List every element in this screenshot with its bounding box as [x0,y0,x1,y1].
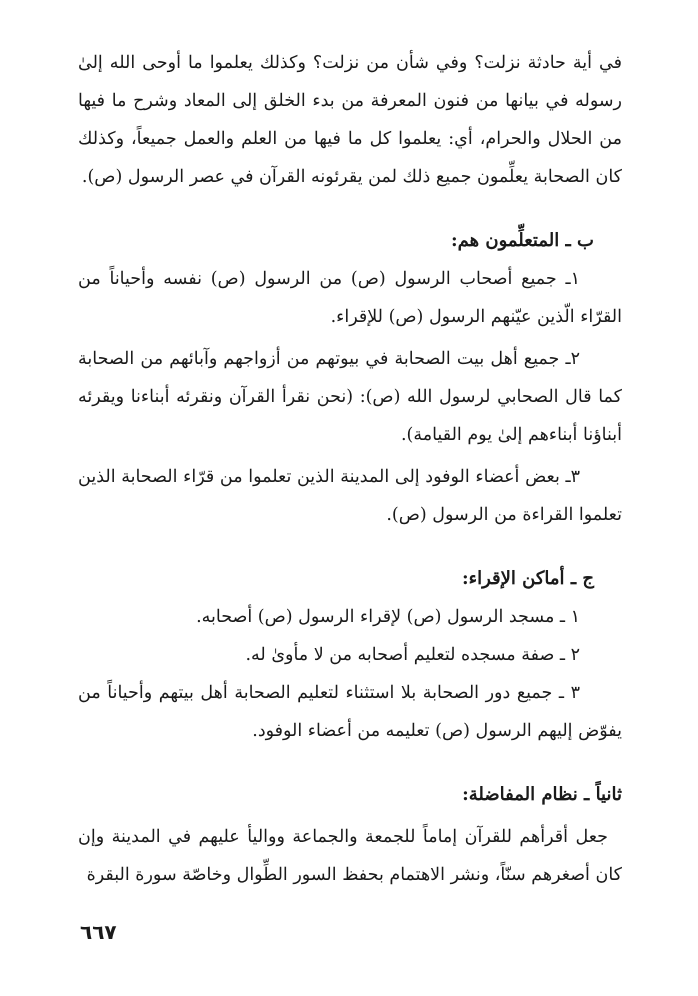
section-2-heading: ثانياً ـ نظام المفاضلة: [462,784,622,805]
spacer [78,196,622,222]
section-b-item-3: ٣ـ بعض أعضاء الوفود إلى المدينة الذين تعلموا من قرّاء الصحابة الذين تعلموا القراءة من الرسول (ص). [78,467,622,525]
section-c-item-1: ١ ـ مسجد الرسول (ص) لإقراء الرسول (ص) أصحابه. [196,607,580,627]
section-c-item-3: ٣ ـ جميع دور الصحابة بلا استثناء لتعليم الصحابة أهل بيتهم وأحياناً من يفوّض إليهم الرسول (ص) تعليمه من أعضاء الوفود. [78,683,622,741]
intro-paragraph: في أية حادثة نزلت؟ وفي شأن من نزلت؟ وكذلك يعلموا ما أوحى الله إلىٰ رسوله في بيانها من فنون المعرفة من بدء الخلق إلى المعاد وشرح ما فيها من الحلال والحرام، أي: يعلموا كل ما فيها من العلم والعمل جميعاً، وكذلك كان الصحابة يعلِّمون جميع ذلك لمن يقرئونه القرآن في عصر الرسول (ص). [78,53,622,187]
page-number: ٦٦٧ [80,920,117,944]
spacer [78,750,622,776]
section-c-item-2: ٢ ـ صفة مسجده لتعليم أصحابه من لا مأوىٰ له. [245,645,580,665]
section-c-heading: ج ـ أماكن الإقراء: [461,568,594,589]
page-body [78,44,622,894]
section-2-paragraph: جعل أقرأهم للقرآن إماماً للجمعة والجماعة وواليأ عليهم في المدينة وإن كان أصغرهم سنّاً، ونشر الاهتمام بحفظ السور الطِّوال وخاصّة سورة البقرة [78,827,622,885]
section-b-item-1: ١ـ جميع أصحاب الرسول (ص) من الرسول (ص) نفسه وأحياناً من القرّاء الّذين عيّنهم الرسول (ص) للإقراء. [78,269,622,327]
section-b-item-2: ٢ـ جميع أهل بيت الصحابة في بيوتهم من أزواجهم وآبائهم من الصحابة كما قال الصحابي لرسول الله (ص): (نحن نقرأ القرآن ونقرئه أبناءنا ويقرئه أبناؤنا أبناءهم إلىٰ يوم القيامة). [78,349,622,445]
spacer [78,534,622,560]
section-b-heading: ب ـ المتعلِّمون هم: [450,230,594,251]
